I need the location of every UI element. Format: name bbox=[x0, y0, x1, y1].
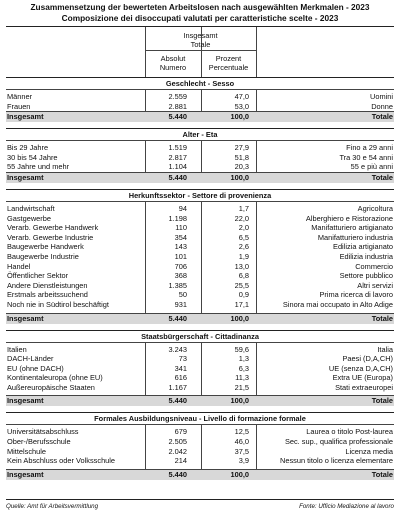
table-header bbox=[6, 26, 394, 77]
absolute-value: 5.440 bbox=[168, 112, 187, 122]
label-italian: Manifatturiero artigianato bbox=[311, 223, 393, 233]
percent-value: 100,0 bbox=[230, 172, 249, 182]
table-row bbox=[6, 143, 394, 153]
document-title bbox=[6, 2, 394, 23]
label-italian: Totale bbox=[371, 469, 393, 479]
table-row bbox=[6, 354, 394, 364]
label-german: Kein Abschluss oder Volksschule bbox=[7, 456, 116, 466]
percent-value: 59,6 bbox=[234, 344, 249, 354]
percent-value: 11,3 bbox=[235, 373, 249, 383]
label-german: Insgesamt bbox=[7, 469, 44, 479]
table-row bbox=[6, 437, 394, 447]
label-italian: Tra 30 e 54 anni bbox=[339, 152, 393, 162]
table-row bbox=[6, 364, 394, 374]
percent-value: 0,9 bbox=[238, 290, 249, 300]
absolute-value: 2.817 bbox=[168, 152, 187, 162]
absolute-value: 2.559 bbox=[168, 92, 187, 101]
percent-value: 6,8 bbox=[238, 271, 249, 281]
absolute-value: 101 bbox=[174, 251, 187, 261]
absolute-value: 1.167 bbox=[168, 382, 187, 392]
absolute-value: 5.440 bbox=[168, 313, 187, 323]
label-german: Frauen bbox=[7, 101, 31, 111]
percent-value: 1,3 bbox=[238, 354, 249, 364]
label-italian: Manifatturiero industria bbox=[317, 232, 393, 242]
absolute-value: 5.440 bbox=[168, 469, 187, 479]
table-row bbox=[6, 223, 394, 233]
label-italian: Totale bbox=[371, 172, 393, 182]
table-section bbox=[6, 330, 394, 407]
absolute-value: 5.440 bbox=[168, 172, 187, 182]
label-german: Verarb. Gewerbe Industrie bbox=[7, 232, 94, 242]
section-heading: Staatsbürgerschaft - Cittadinanza bbox=[6, 330, 394, 343]
absolute-value: 110 bbox=[175, 223, 187, 233]
source-german: Quelle: Amt für Arbeitsvermittlung bbox=[6, 503, 99, 510]
percent-value: 2,6 bbox=[238, 242, 249, 252]
percent-value: 20,3 bbox=[234, 162, 249, 172]
source-italian: Fonte: Ufficio Mediazione al lavoro bbox=[299, 503, 394, 510]
label-italian: Agricoltura bbox=[357, 203, 393, 213]
total-row bbox=[6, 469, 394, 480]
label-german: Bis 29 Jahre bbox=[7, 143, 49, 153]
total-row bbox=[6, 395, 394, 406]
label-italian: Sec. sup., qualifica professionale bbox=[284, 437, 393, 447]
percent-value: 100,0 bbox=[230, 112, 249, 122]
percent-value: 37,5 bbox=[234, 446, 249, 456]
label-italian: Altri servizi bbox=[357, 280, 393, 290]
section-heading: Geschlecht - Sesso bbox=[6, 77, 394, 90]
label-german: Insgesamt bbox=[7, 112, 44, 122]
percent-value: 46,0 bbox=[234, 437, 249, 447]
label-italian: Prima ricerca di lavoro bbox=[319, 290, 393, 300]
label-german: 55 Jahre und mehr bbox=[7, 162, 70, 172]
label-italian: Commercio bbox=[355, 261, 393, 271]
absolute-value: 706 bbox=[174, 261, 187, 271]
percent-value: 13,0 bbox=[234, 261, 249, 271]
label-italian: Fino a 29 anni bbox=[346, 143, 393, 153]
label-german: Erstmals arbeitssuchend bbox=[7, 290, 88, 300]
absolute-value: 931 bbox=[174, 299, 187, 309]
percent-value: 47,0 bbox=[234, 92, 249, 101]
table-row bbox=[6, 456, 394, 466]
table-row bbox=[6, 383, 394, 393]
table-row bbox=[6, 290, 394, 300]
percent-value: 6,3 bbox=[238, 363, 249, 373]
absolute-value: 50 bbox=[178, 290, 187, 300]
label-italian: Sinora mai occupato in Alto Adige bbox=[282, 299, 393, 309]
label-german: Insgesamt bbox=[7, 396, 44, 406]
absolute-value: 143 bbox=[174, 242, 187, 252]
label-german: Baugewerbe Handwerk bbox=[7, 242, 84, 252]
label-italian: Licenza media bbox=[345, 446, 393, 456]
absolute-value: 1.198 bbox=[168, 213, 187, 223]
table-row bbox=[6, 214, 394, 224]
absolute-value: 616 bbox=[174, 373, 187, 383]
absolute-value: 73 bbox=[178, 354, 187, 364]
label-german: Handel bbox=[7, 261, 31, 271]
absolute-value: 341 bbox=[174, 363, 187, 373]
absolute-value: 368 bbox=[174, 271, 187, 281]
absolute-value: 2.042 bbox=[168, 446, 187, 456]
label-german: Ober-/Berufsschule bbox=[7, 437, 71, 447]
label-italian: Paesi (D,A,CH) bbox=[342, 354, 393, 364]
table-row bbox=[6, 271, 394, 281]
percent-value: 100,0 bbox=[230, 313, 249, 323]
table-row bbox=[6, 300, 394, 310]
table-row bbox=[6, 447, 394, 457]
title-italian: Composizione dei disoccupati valutati per caratteristiche scelte - 2023 bbox=[61, 12, 339, 23]
section-heading: Herkunftssektor - Settore di provenienza bbox=[6, 189, 394, 202]
absolute-value: 2.505 bbox=[168, 437, 187, 447]
table-row bbox=[6, 92, 394, 102]
percent-value: 2,0 bbox=[238, 223, 249, 233]
label-italian: Extra UE (Europa) bbox=[332, 373, 393, 383]
label-italian: 55 e più anni bbox=[350, 162, 393, 172]
absolute-value: 3.243 bbox=[168, 344, 187, 354]
percent-value: 17,1 bbox=[234, 299, 249, 309]
percent-value: 3,9 bbox=[238, 456, 249, 466]
header-percent: Prozent Percentuale bbox=[208, 54, 249, 72]
label-italian: UE (senza D,A,CH) bbox=[328, 363, 393, 373]
table-row bbox=[6, 102, 394, 112]
label-italian: Edilizia industria bbox=[339, 251, 393, 261]
label-german: Mittelschule bbox=[7, 446, 47, 456]
section-heading: Formales Ausbildungsniveau - Livello di formazione formale bbox=[6, 412, 394, 425]
table-section bbox=[6, 412, 394, 479]
label-german: Insgesamt bbox=[7, 172, 44, 182]
header-absolute-number: Absolut Numero bbox=[159, 54, 187, 72]
label-german: Außereuropäische Staaten bbox=[7, 382, 95, 392]
label-italian: Edilizia artigianato bbox=[333, 242, 393, 252]
absolute-value: 1.519 bbox=[168, 143, 187, 153]
header-group-total: Insgesamt Totale bbox=[183, 31, 218, 49]
percent-value: 51,8 bbox=[234, 152, 249, 162]
label-italian: Stati extraeuropei bbox=[335, 382, 393, 392]
label-german: Insgesamt bbox=[7, 313, 44, 323]
label-italian: Donne bbox=[371, 101, 393, 111]
absolute-value: 354 bbox=[174, 232, 187, 242]
table-row bbox=[6, 262, 394, 272]
label-german: Noch nie in Südtirol beschäftigt bbox=[7, 299, 109, 309]
label-german: Universitätsabschluss bbox=[7, 427, 79, 437]
label-german: Männer bbox=[7, 92, 33, 101]
absolute-value: 5.440 bbox=[168, 396, 187, 406]
percent-value: 1,7 bbox=[238, 203, 249, 213]
percent-value: 100,0 bbox=[230, 469, 249, 479]
label-italian: Laurea o titolo Post-laurea bbox=[306, 427, 393, 437]
percent-value: 6,5 bbox=[238, 232, 249, 242]
label-italian: Italia bbox=[377, 344, 393, 354]
title-german: Zusammensetzung der bewerteten Arbeitslosen nach ausgewählten Merkmalen - 2023 bbox=[30, 2, 370, 12]
section-heading: Alter - Eta bbox=[6, 128, 394, 141]
table-row bbox=[6, 204, 394, 214]
total-row bbox=[6, 172, 394, 183]
table-row bbox=[6, 233, 394, 243]
label-italian: Uomini bbox=[370, 92, 393, 101]
label-italian: Nessun titolo o licenza elementare bbox=[280, 456, 393, 466]
label-italian: Alberghiero e Ristorazione bbox=[305, 213, 393, 223]
label-german: Baugewerbe Industrie bbox=[7, 251, 79, 261]
table-row bbox=[6, 162, 394, 172]
percent-value: 12,5 bbox=[234, 427, 249, 437]
percent-value: 21,5 bbox=[234, 382, 249, 392]
label-german: Gastgewerbe bbox=[7, 213, 51, 223]
label-italian: Totale bbox=[371, 313, 393, 323]
table-section bbox=[6, 77, 394, 122]
table-row bbox=[6, 242, 394, 252]
label-italian: Settore pubblico bbox=[339, 271, 393, 281]
label-german: DACH-Länder bbox=[7, 354, 54, 364]
absolute-value: 1.385 bbox=[168, 280, 187, 290]
table-section bbox=[6, 189, 394, 324]
table-row bbox=[6, 345, 394, 355]
label-german: 30 bis 54 Jahre bbox=[7, 152, 58, 162]
total-row bbox=[6, 111, 394, 122]
label-german: Italien bbox=[7, 344, 27, 354]
total-row bbox=[6, 313, 394, 324]
absolute-value: 2.881 bbox=[168, 101, 187, 111]
label-italian: Totale bbox=[371, 112, 393, 122]
percent-value: 1,9 bbox=[238, 251, 249, 261]
table-row bbox=[6, 427, 394, 437]
table-row bbox=[6, 252, 394, 262]
absolute-value: 214 bbox=[174, 456, 187, 466]
percent-value: 100,0 bbox=[230, 396, 249, 406]
table-row bbox=[6, 153, 394, 163]
absolute-value: 1.104 bbox=[168, 162, 187, 172]
label-german: Landwirtschaft bbox=[7, 203, 55, 213]
table-row bbox=[6, 281, 394, 291]
absolute-value: 679 bbox=[174, 427, 187, 437]
table-section bbox=[6, 128, 394, 183]
label-german: Öffentlicher Sektor bbox=[7, 271, 69, 281]
percent-value: 25,5 bbox=[234, 280, 249, 290]
table-row bbox=[6, 373, 394, 383]
percent-value: 22,0 bbox=[234, 213, 249, 223]
label-german: Verarb. Gewerbe Handwerk bbox=[7, 223, 99, 233]
label-italian: Totale bbox=[371, 396, 393, 406]
label-german: EU (ohne DACH) bbox=[7, 363, 64, 373]
absolute-value: 94 bbox=[178, 203, 187, 213]
table-bottom-rule bbox=[6, 499, 394, 500]
data-table bbox=[6, 26, 394, 480]
percent-value: 27,9 bbox=[234, 143, 249, 153]
label-german: Kontinentaleuropa (ohne EU) bbox=[7, 373, 103, 383]
percent-value: 53,0 bbox=[234, 101, 249, 111]
label-german: Andere Dienstleistungen bbox=[7, 280, 88, 290]
